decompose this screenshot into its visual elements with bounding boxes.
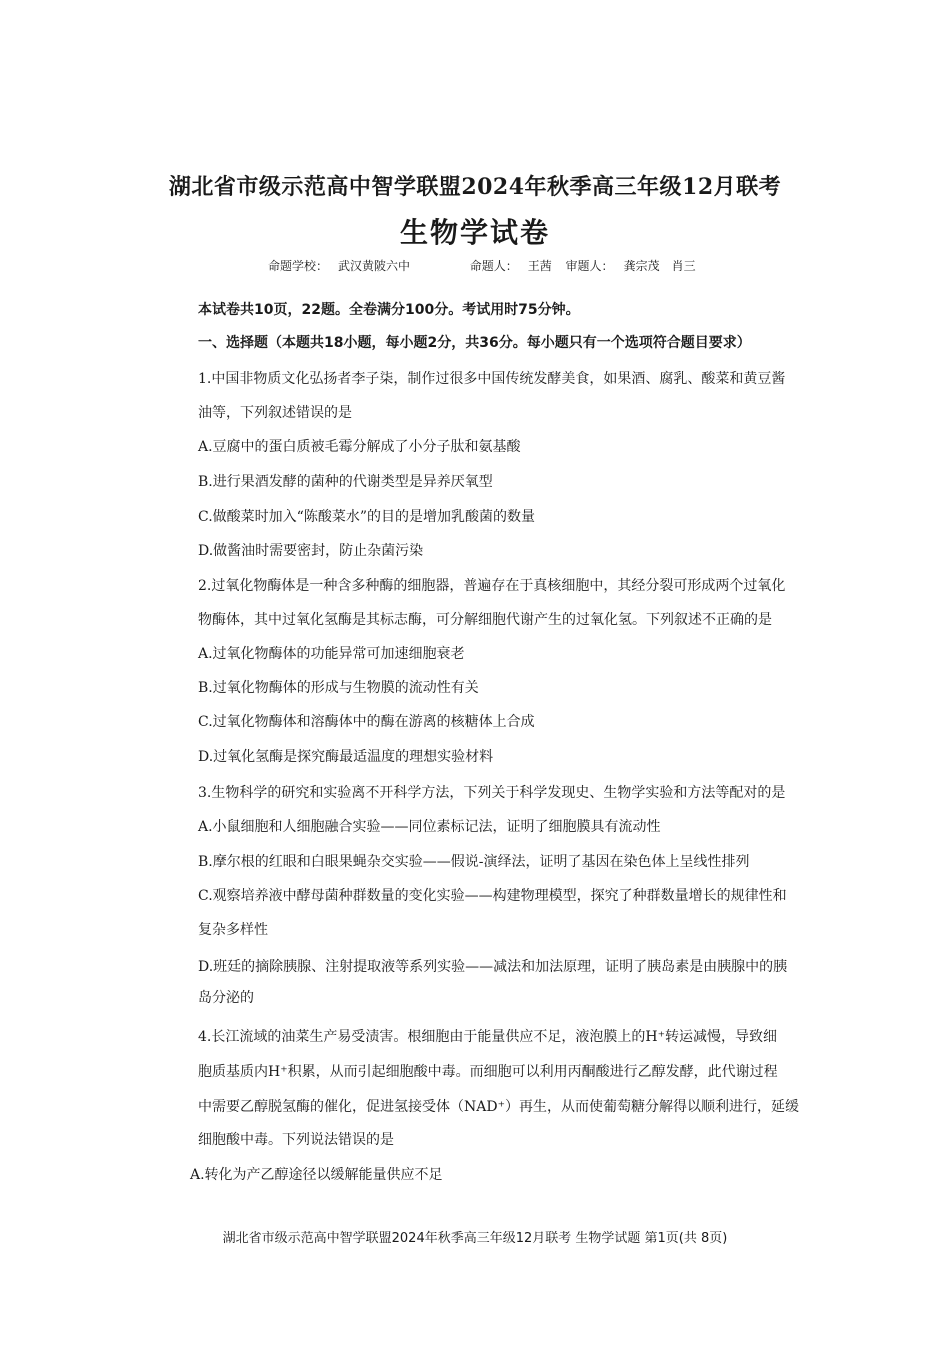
question-1-option-a: A.豆腐中的蛋白质被毛霉分解成了小分子肽和氨基酸 (198, 439, 521, 455)
question-3-option-d-cont: 岛分泌的 (198, 990, 254, 1006)
author-label: 命题人： (469, 259, 518, 273)
question-2-option-a: A.过氧化物酶体的功能异常可加速细胞衰老 (198, 646, 465, 662)
reviewer-label: 审题人： (565, 259, 614, 273)
question-4-option-a: A.转化为产乙醇途径以缓解能量供应不足 (190, 1167, 443, 1183)
exam-meta (268, 257, 706, 274)
exam-notice: 本试卷共10页，22题。全卷满分100分。考试用时75分钟。 (198, 302, 580, 318)
question-3-option-c: C.观察培养液中酵母菌种群数量的变化实验——构建物理模型，探究了种群数量增长的规律性和 (198, 888, 787, 904)
school-label: 命题学校： (268, 259, 329, 273)
reviewer-name: 龚宗茂 肖三 (623, 259, 696, 273)
question-4-stem-cont-1: 胞质基质内H⁺积累，从而引起细胞酸中毒。而细胞可以利用丙酮酸进行乙醇发酵，此代谢过程 (198, 1064, 778, 1080)
question-3-option-c-cont: 复杂多样性 (198, 922, 268, 938)
page-footer: 湖北省市级示范高中智学联盟2024年秋季高三年级12月联考 生物学试题 第1页(共 8页) (222, 1231, 728, 1246)
question-1-option-d: D.做酱油时需要密封，防止杂菌污染 (198, 543, 424, 559)
exam-subject-title: 生物学试卷 (399, 216, 550, 249)
question-1-option-b: B.进行果酒发酵的菌种的代谢类型是异养厌氧型 (198, 474, 493, 490)
question-1-stem: 1.中国非物质文化弘扬者李子柒，制作过很多中国传统发酵美食，如果酒、腐乳、酸菜和黄豆酱 (198, 371, 786, 387)
question-3-stem: 3.生物科学的研究和实验离不开科学方法，下列关于科学发现史、生物学实验和方法等配对的是 (198, 785, 786, 801)
question-4-stem: 4.长江流域的油菜生产易受渍害。根细胞由于能量供应不足，液泡膜上的H⁺转运减慢，导致细 (198, 1029, 777, 1045)
question-3-option-a: A.小鼠细胞和人细胞融合实验——同位素标记法，证明了细胞膜具有流动性 (198, 819, 661, 835)
school-name: 武汉黄陂六中 (338, 259, 411, 273)
author-name: 王茜 (527, 259, 552, 273)
question-2-option-d: D.过氧化氢酶是探究酶最适温度的理想实验材料 (198, 749, 494, 765)
question-2-option-b: B.过氧化物酶体的形成与生物膜的流动性有关 (198, 680, 479, 696)
question-1-stem-cont: 油等，下列叙述错误的是 (198, 405, 352, 421)
question-4-stem-cont-3: 细胞酸中毒。下列说法错误的是 (198, 1132, 394, 1148)
question-4-stem-cont-2: 中需要乙醇脱氢酶的催化，促进氢接受体（NAD⁺）再生，从而使葡萄糖分解得以顺利进行，延缓 (198, 1099, 799, 1115)
question-2-stem-cont: 物酶体，其中过氧化氢酶是其标志酶，可分解细胞代谢产生的过氧化氢。下列叙述不正确的是 (198, 612, 772, 628)
section-heading: 一、选择题（本题共18小题，每小题2分，共36分。每小题只有一个选项符合题目要求） (198, 335, 751, 351)
question-2-option-c: C.过氧化物酶体和溶酶体中的酶在游离的核糖体上合成 (198, 714, 535, 730)
question-1-option-c: C.做酸菜时加入“陈酸菜水”的目的是增加乳酸菌的数量 (198, 509, 535, 525)
question-3-option-d: D.班廷的摘除胰腺、注射提取液等系列实验——减法和加法原理，证明了胰岛素是由胰腺中的胰 (198, 959, 788, 975)
question-3-option-b: B.摩尔根的红眼和白眼果蝇杂交实验——假说-演绎法，证明了基因在染色体上呈线性排列 (198, 854, 750, 870)
question-2-stem: 2.过氧化物酶体是一种含多种酶的细胞器，普遍存在于真核细胞中，其经分裂可形成两个过氧化 (198, 578, 786, 594)
exam-title: 湖北省市级示范高中智学联盟2024年秋季高三年级12月联考 (168, 174, 782, 200)
